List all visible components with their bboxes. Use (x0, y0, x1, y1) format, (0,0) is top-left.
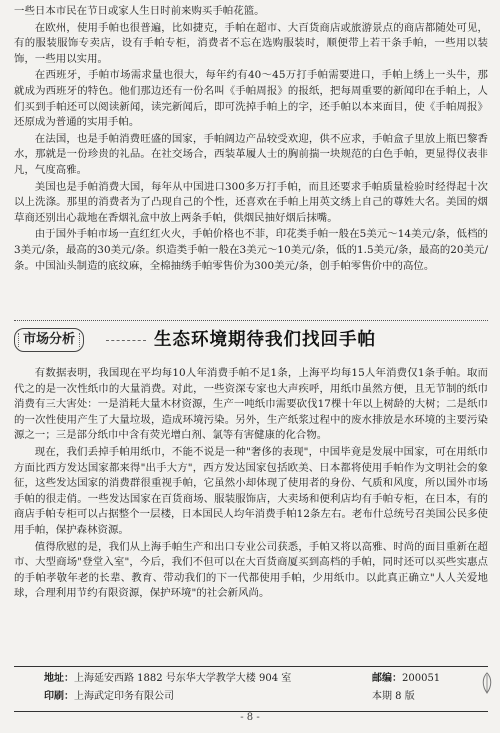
article-paragraph: 由于国外手帕市场一直红红火火，手帕价格也不菲，印花类手帕一般在5美元～14美元/条，低档的3美元/条，最高的30美元/条。织造类手帕一般在3美元～10美元/条，低的1.5美元/条，最高的20美元/条。中国汕头制造的底纹麻，全棉抽绣手帕零售价为300美元/条，创手帕零售价中的高位。 (14, 228, 489, 272)
printer-label: 印刷： (44, 691, 74, 702)
leaf-ornament-icon (480, 672, 494, 694)
tag-divider (106, 340, 146, 341)
colophon-footer (14, 666, 488, 712)
article-paragraph: 在西班牙，手帕市场需求量也很大，每年约有40～45万打手帕需要进口，手帕上绣上一头牛，那就成为西班牙的特色。他们那边还有一份名叫《手帕周报》的报纸，把每周重要的新闻印在手帕上，人们买到手帕还可以阅读新闻，读完新闻后，即可洗掉手帕上的字，还手帕以本来面目，使《手帕周报》还原成为普通的实用手帕。 (14, 69, 488, 129)
article-bottom (14, 366, 488, 603)
section-tag: 市场分析 (14, 328, 84, 352)
article-top (14, 4, 488, 274)
article-paragraph: 现在，我们丢掉手帕用纸巾，不能不说是一种"奢侈的表现"，中国毕竟是发展中国家，可在用纸巾方面比西方发达国家都来得"出手大方"，西方发达国家包括欧美、日本都将使用手帕作为文明社会的象征，这些发达国家的消费群很重视手帕，它虽然小却体现了使用者的身份、气质和风度，所以国外市场手帕的很走俏。一些发达国家在百货商场、服装服饰店，大卖场和便利店均有手帕专柜，在日本，有的商店手帕专柜可以占据整个一层楼，日本国民人均年消费手帕12条左右。老布什总统号召美国公民多使用手帕，保护森林资源。 (14, 445, 488, 536)
article-paragraph: 一些日本市民在节日或家人生日时前来购买手帕花篮。 (14, 5, 265, 17)
printer-value: 上海武定印务有限公司 (74, 691, 174, 702)
article-paragraph: 美国也是手帕消费大国，每年从中国进口300多万打手帕，而且还要求手帕质量检验时经得起十次以上洗涤。那里的消费者为了凸现自己的个性，还喜欢在手帕上用英文绣上自己的尊姓大名。美国的烟草商还别出心裁地在香烟礼盒中放上两条手帕，供烟民抽好烟后抹嘴。 (14, 180, 488, 224)
postcode-label: 邮编： (372, 673, 402, 684)
address-line (44, 671, 291, 687)
section-header (14, 328, 488, 358)
address-value: 上海延安西路 1882 号东华大学教学大楼 904 室 (74, 673, 292, 684)
article-paragraph: 值得欣慰的是，我们从上海手帕生产和出口专业公司获悉，手帕又将以高雅、时尚的面目重新在超市、大型商场"登堂入室"，今后，我们不但可以在大百货商厦买到高档的手帕，同时还可以买些实惠点的手帕孝敬年老的长辈、教育、带动我们的下一代都使用手帕，少用纸巾。以此真正确立"人人关爱地球，合理利用节约有限资源，保护环境"的社会新风尚。 (14, 540, 488, 600)
article-paragraph: 在欧州，使用手帕也很普遍，比如捷克，手帕在超市、大百货商店或旅游景点的商店都随处可见，有的服装服饰专卖店，设有手帕专柜，消费者不忘在选购服装时，顺便带上若干条手帕，一些用以装饰，一些用以实用。 (14, 21, 488, 65)
address-label: 地址： (44, 673, 74, 684)
postcode-line (372, 671, 440, 687)
article-paragraph: 在法国，也是手帕消费旺盛的国家，手帕阔边产品较受欢迎，供不应求，手帕盒子里放上瓶巴黎香水，那就是一份珍贵的礼品。在社交场合，西装革履人士的胸前揣一块规范的白色手帕，更显得仪表非凡，气度高雅。 (14, 132, 488, 176)
article-paragraph: 有数据表明，我国现在平均每10人年消费手帕不足1条，上海平均每15人年消费仅1条手帕。取而代之的是一次性纸巾的大量消费。对此，一些资深专家也大声疾呼，用纸巾虽然方便，且无节制的纸巾消费有三大害处：一是消耗大量木材资源，生产一吨纸巾需要砍伐17棵十年以上树龄的大树；二是纸巾的一次性使用产生了大量垃圾，造成环境污染。另外，生产纸浆过程中的废水排放是水环境的主要污染源之一；三是部分纸巾中含有荧光增白剂、氯等有害健康的化合物。 (14, 367, 488, 442)
newsletter-page (14, 4, 489, 702)
dotted-divider (14, 320, 488, 321)
postcode-value: 200051 (402, 673, 441, 684)
page-number: - 8 - (240, 712, 260, 723)
edition-note: 本期 8 版 (372, 691, 415, 702)
printer-line (44, 689, 174, 705)
section-title: 生态环境期待我们找回手帕 (154, 330, 376, 350)
